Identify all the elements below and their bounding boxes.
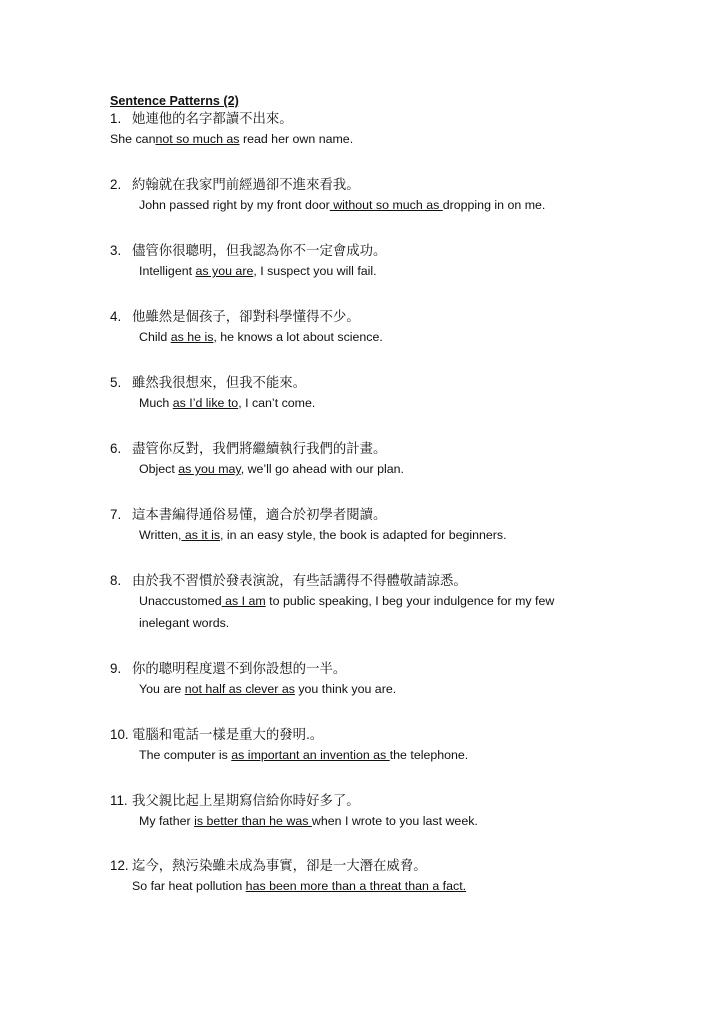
list-item <box>110 792 700 830</box>
english-sentence: You are not half as clever as you think you are. <box>139 682 397 697</box>
chinese-sentence: 11. 我父親比起上星期寫信給你時好多了。 <box>110 793 360 808</box>
chinese-sentence: 12. 迄今，熱污染雖未成為事實，卻是一大潛在威脅。 <box>110 858 427 873</box>
english-sentence: Intelligent as you are, I suspect you will fail. <box>139 264 377 279</box>
pattern-underline: is better than he was <box>194 814 312 829</box>
chinese-sentence: 8. 由於我不習慣於發表演說，有些話講得不得體敬請諒悉。 <box>110 573 467 588</box>
list-item <box>110 110 700 148</box>
english-sentence: So far heat pollution has been more than a threat than a fact. <box>132 879 467 894</box>
english-sentence: Much as I’d like to, I can’t come. <box>139 396 316 411</box>
english-sentence: Unaccustomed as I am to public speaking, I beg your indulgence for my few <box>139 594 555 609</box>
list-item <box>110 242 700 280</box>
pattern-underline: as you may <box>178 462 241 477</box>
pattern-underline: without so much as <box>329 198 443 213</box>
pattern-underline: not so much as <box>155 132 240 147</box>
english-sentence: John passed right by my front door without so much as dropping in on me. <box>139 198 546 213</box>
pattern-underline: not half as clever as <box>184 682 295 697</box>
chinese-sentence: 3. 儘管你很聰明，但我認為你不一定會成功。 <box>110 243 387 258</box>
list-item <box>110 176 700 214</box>
english-sentence: My father is better than he was when I wrote to you last week. <box>139 814 478 829</box>
pattern-underline: as he is <box>170 330 214 345</box>
page-title: Sentence Patterns (2) <box>110 94 239 108</box>
english-sentence: Child as he is, he knows a lot about science. <box>139 330 383 345</box>
list-item <box>110 506 700 544</box>
list-item <box>110 374 700 412</box>
list-item <box>110 308 700 346</box>
list-item <box>110 857 700 895</box>
chinese-sentence: 7. 這本書編得通俗易懂，適合於初學者閱讀。 <box>110 507 387 522</box>
chinese-sentence: 2. 約翰就在我家門前經過卻不進來看我。 <box>110 177 360 192</box>
pattern-underline: as I’d like to <box>172 396 239 411</box>
chinese-sentence: 4. 他雖然是個孩子，卻對科學懂得不少。 <box>110 309 360 324</box>
pattern-underline: as it is <box>181 528 221 543</box>
english-sentence: The computer is as important an invention as the telephone. <box>139 748 469 763</box>
chinese-sentence: 5. 雖然我很想來，但我不能來。 <box>110 375 307 390</box>
pattern-underline: as you are <box>195 264 254 279</box>
chinese-sentence: 6. 盡管你反對，我們將繼續執行我們的計畫。 <box>110 441 387 456</box>
list-item <box>110 726 700 764</box>
list-item <box>110 572 700 632</box>
pattern-underline: as important an invention as <box>231 748 390 763</box>
chinese-sentence: 9. 你的聰明程度還不到你設想的一半。 <box>110 661 347 676</box>
chinese-sentence: 10. 電腦和電話一樣是重大的發明.。 <box>110 727 324 742</box>
pattern-underline: as I am <box>221 594 266 609</box>
english-sentence-continued: inelegant words. <box>139 615 230 630</box>
list-item <box>110 660 700 698</box>
chinese-sentence: 1. 她連他的名字都讀不出來。 <box>110 111 293 126</box>
list-item <box>110 440 700 478</box>
pattern-underline: has been more than a threat than a fact. <box>245 879 467 894</box>
english-sentence: Object as you may, we’ll go ahead with our plan. <box>139 462 404 477</box>
english-sentence: Written, as it is, in an easy style, the book is adapted for beginners. <box>139 528 507 543</box>
english-sentence: She cannot so much as read her own name. <box>110 132 354 147</box>
